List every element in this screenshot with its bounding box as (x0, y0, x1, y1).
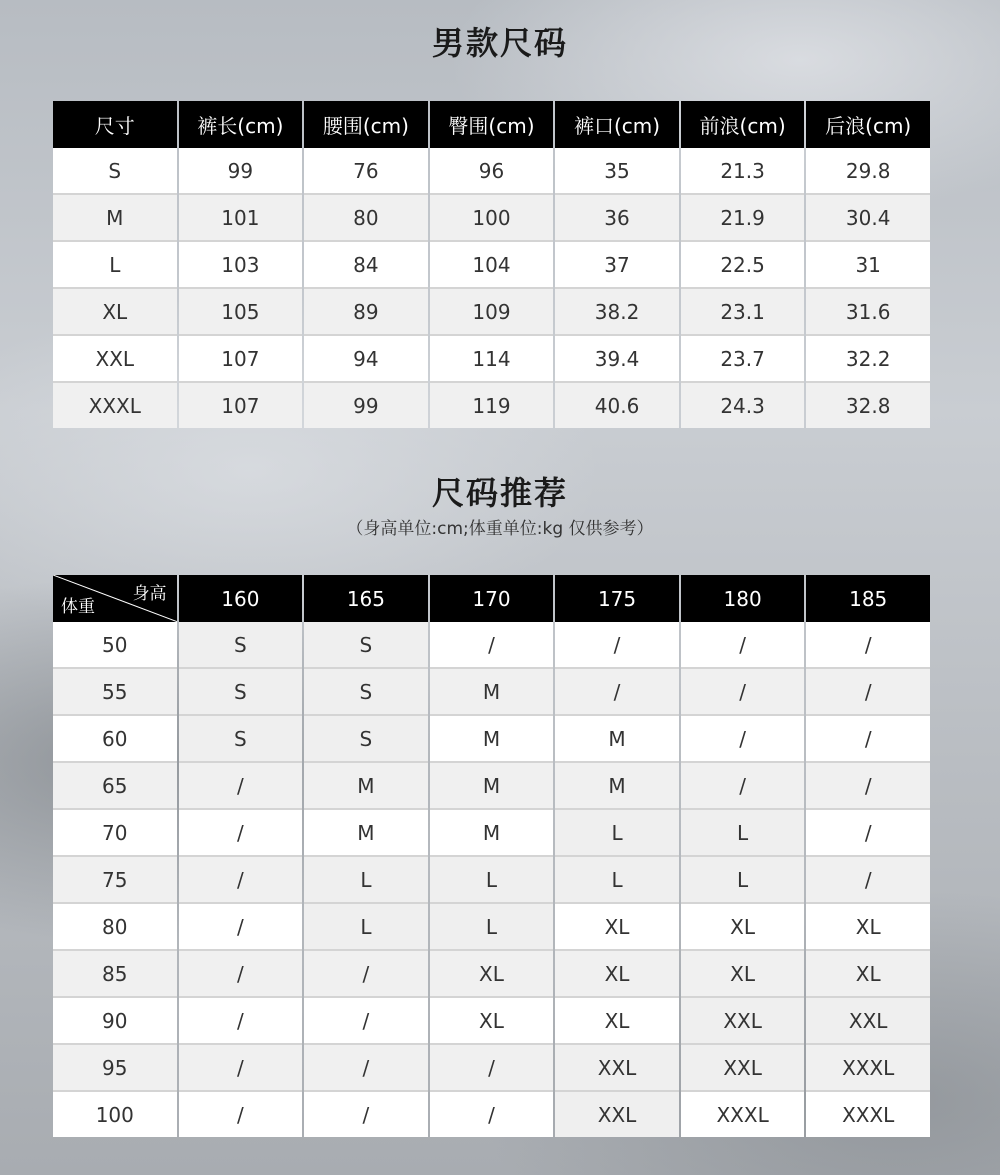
height-175: 175 (555, 575, 679, 622)
size-recommendation-cell: / (304, 1043, 428, 1090)
measurement-cell: 35 (555, 148, 679, 193)
measurement-cell: 114 (430, 334, 554, 381)
size-recommendation-cell: M (430, 761, 554, 808)
table-row (53, 949, 930, 996)
size-recommendation-cell: M (430, 808, 554, 855)
measurement-cell: 29.8 (806, 148, 930, 193)
size-label-cell: S (53, 148, 177, 193)
height-180: 180 (681, 575, 805, 622)
size-recommendation-cell: M (555, 714, 679, 761)
size-recommendation-cell: / (681, 667, 805, 714)
size-label-cell: M (53, 193, 177, 240)
size-recommendation-cell: / (179, 855, 303, 902)
size-recommendation-cell: L (430, 902, 554, 949)
size-recommendation-cell: XL (806, 949, 930, 996)
size-recommendation-cell: L (304, 855, 428, 902)
height-170: 170 (430, 575, 554, 622)
corner-header-cell (53, 575, 177, 622)
size-recommendation-cell: / (179, 1043, 303, 1090)
weight-label-cell: 65 (53, 761, 177, 808)
size-recommendation-cell: XL (681, 902, 805, 949)
size-chart-header-row (53, 101, 930, 148)
size-recommendation-cell: M (430, 667, 554, 714)
size-recommendation-cell: / (806, 808, 930, 855)
measurement-cell: 119 (430, 381, 554, 428)
measurement-cell: 94 (304, 334, 428, 381)
size-recommendation-cell: / (430, 1043, 554, 1090)
table-row (53, 240, 930, 287)
size-recommendation-cell: XXL (806, 996, 930, 1043)
table-row (53, 855, 930, 902)
measurement-cell: 84 (304, 240, 428, 287)
weight-label-cell: 90 (53, 996, 177, 1043)
size-recommendation-cell: / (681, 622, 805, 667)
measurement-cell: 21.9 (681, 193, 805, 240)
measurement-cell: 103 (179, 240, 303, 287)
size-recommendation-cell: XXL (555, 1090, 679, 1137)
size-recommendation-cell: / (806, 622, 930, 667)
table-row (53, 193, 930, 240)
measurement-cell: 32.8 (806, 381, 930, 428)
size-recommendation-cell: / (555, 622, 679, 667)
size-recommendation-cell: / (304, 949, 428, 996)
size-recommendation-cell: / (806, 714, 930, 761)
measurement-cell: 104 (430, 240, 554, 287)
measurement-cell: 107 (179, 334, 303, 381)
header-back-rise: 后浪(cm) (806, 101, 930, 148)
size-recommendation-cell: XXXL (806, 1090, 930, 1137)
size-recommendation-cell: XXL (681, 1043, 805, 1090)
table-row (53, 334, 930, 381)
size-chart-table (51, 101, 932, 428)
table-row (53, 808, 930, 855)
measurement-cell: 32.2 (806, 334, 930, 381)
size-recommendation-cell: XXL (681, 996, 805, 1043)
size-recommendation-cell: XL (681, 949, 805, 996)
measurement-cell: 21.3 (681, 148, 805, 193)
measurement-cell: 31.6 (806, 287, 930, 334)
measurement-cell: 22.5 (681, 240, 805, 287)
size-recommendation-cell: / (681, 714, 805, 761)
table-row (53, 287, 930, 334)
size-recommendation-cell: / (806, 667, 930, 714)
size-recommendation-cell: XXXL (681, 1090, 805, 1137)
height-185: 185 (806, 575, 930, 622)
measurement-cell: 99 (304, 381, 428, 428)
size-recommendation-cell: / (681, 761, 805, 808)
size-recommendation-cell: M (430, 714, 554, 761)
size-recommendation-cell: S (304, 714, 428, 761)
height-160: 160 (179, 575, 303, 622)
measurement-cell: 36 (555, 193, 679, 240)
weight-label-cell: 70 (53, 808, 177, 855)
measurement-cell: 99 (179, 148, 303, 193)
size-recommendation-cell: / (179, 902, 303, 949)
size-recommendation-cell: M (555, 761, 679, 808)
size-recommendation-cell: / (304, 996, 428, 1043)
header-size: 尺寸 (53, 101, 177, 148)
table-row (53, 1090, 930, 1137)
weight-label-cell: 80 (53, 902, 177, 949)
recommendation-title: 尺码推荐 (431, 474, 568, 512)
size-recommendation-cell: / (179, 808, 303, 855)
size-recommendation-cell: M (304, 761, 428, 808)
weight-label-cell: 85 (53, 949, 177, 996)
size-recommendation-cell: S (179, 622, 303, 667)
table-row (53, 148, 930, 193)
size-recommendation-cell: L (555, 855, 679, 902)
size-recommendation-cell: / (179, 1090, 303, 1137)
measurement-cell: 96 (430, 148, 554, 193)
table-row (53, 996, 930, 1043)
size-recommendation-cell: XXXL (806, 1043, 930, 1090)
table-row (53, 381, 930, 428)
measurement-cell: 31 (806, 240, 930, 287)
measurement-cell: 39.4 (555, 334, 679, 381)
size-label-cell: XL (53, 287, 177, 334)
size-chart-title: 男款尺码 (431, 24, 568, 62)
table-row (53, 714, 930, 761)
recommendation-subtitle: （身高单位:cm;体重单位:kg 仅供参考） (346, 519, 654, 539)
measurement-cell: 105 (179, 287, 303, 334)
size-recommendation-cell: L (681, 808, 805, 855)
size-recommendation-cell: L (681, 855, 805, 902)
size-recommendation-cell: XXL (555, 1043, 679, 1090)
height-axis-label: 身高 (132, 584, 167, 604)
size-recommendation-cell: / (179, 996, 303, 1043)
size-recommendation-cell: L (430, 855, 554, 902)
header-leg-opening: 裤口(cm) (555, 101, 679, 148)
size-recommendation-cell: XL (430, 949, 554, 996)
header-pant-length: 裤长(cm) (179, 101, 303, 148)
header-hip: 臀围(cm) (430, 101, 554, 148)
size-recommendation-cell: S (304, 622, 428, 667)
size-recommendation-cell: XL (555, 902, 679, 949)
weight-label-cell: 95 (53, 1043, 177, 1090)
recommendation-header-row (53, 575, 930, 622)
size-label-cell: XXL (53, 334, 177, 381)
table-row (53, 1043, 930, 1090)
weight-label-cell: 100 (53, 1090, 177, 1137)
size-recommendation-cell: / (555, 667, 679, 714)
size-recommendation-cell: / (806, 761, 930, 808)
size-recommendation-cell: / (806, 855, 930, 902)
measurement-cell: 101 (179, 193, 303, 240)
size-recommendation-cell: / (304, 1090, 428, 1137)
measurement-cell: 38.2 (555, 287, 679, 334)
table-row (53, 667, 930, 714)
size-recommendation-cell: L (304, 902, 428, 949)
size-recommendation-cell: S (179, 667, 303, 714)
size-recommendation-cell: S (304, 667, 428, 714)
recommendation-table (51, 575, 932, 1137)
size-label-cell: L (53, 240, 177, 287)
weight-axis-label: 体重 (61, 597, 95, 617)
measurement-cell: 23.7 (681, 334, 805, 381)
measurement-cell: 80 (304, 193, 428, 240)
measurement-cell: 23.1 (681, 287, 805, 334)
size-recommendation-cell: L (555, 808, 679, 855)
size-recommendation-cell: / (430, 1090, 554, 1137)
measurement-cell: 107 (179, 381, 303, 428)
size-label-cell: XXXL (53, 381, 177, 428)
header-waist: 腰围(cm) (304, 101, 428, 148)
size-recommendation-cell: / (430, 622, 554, 667)
size-recommendation-cell: XL (806, 902, 930, 949)
weight-label-cell: 60 (53, 714, 177, 761)
table-row (53, 761, 930, 808)
weight-label-cell: 50 (53, 622, 177, 667)
measurement-cell: 37 (555, 240, 679, 287)
size-recommendation-cell: XL (430, 996, 554, 1043)
measurement-cell: 30.4 (806, 193, 930, 240)
measurement-cell: 109 (430, 287, 554, 334)
size-recommendation-cell: M (304, 808, 428, 855)
measurement-cell: 100 (430, 193, 554, 240)
size-recommendation-cell: / (179, 761, 303, 808)
weight-label-cell: 55 (53, 667, 177, 714)
measurement-cell: 89 (304, 287, 428, 334)
table-row (53, 622, 930, 667)
measurement-cell: 76 (304, 148, 428, 193)
header-front-rise: 前浪(cm) (681, 101, 805, 148)
size-recommendation-cell: / (179, 949, 303, 996)
weight-label-cell: 75 (53, 855, 177, 902)
size-recommendation-cell: XL (555, 949, 679, 996)
height-165: 165 (304, 575, 428, 622)
size-recommendation-cell: S (179, 714, 303, 761)
table-row (53, 902, 930, 949)
size-recommendation-cell: XL (555, 996, 679, 1043)
measurement-cell: 40.6 (555, 381, 679, 428)
measurement-cell: 24.3 (681, 381, 805, 428)
